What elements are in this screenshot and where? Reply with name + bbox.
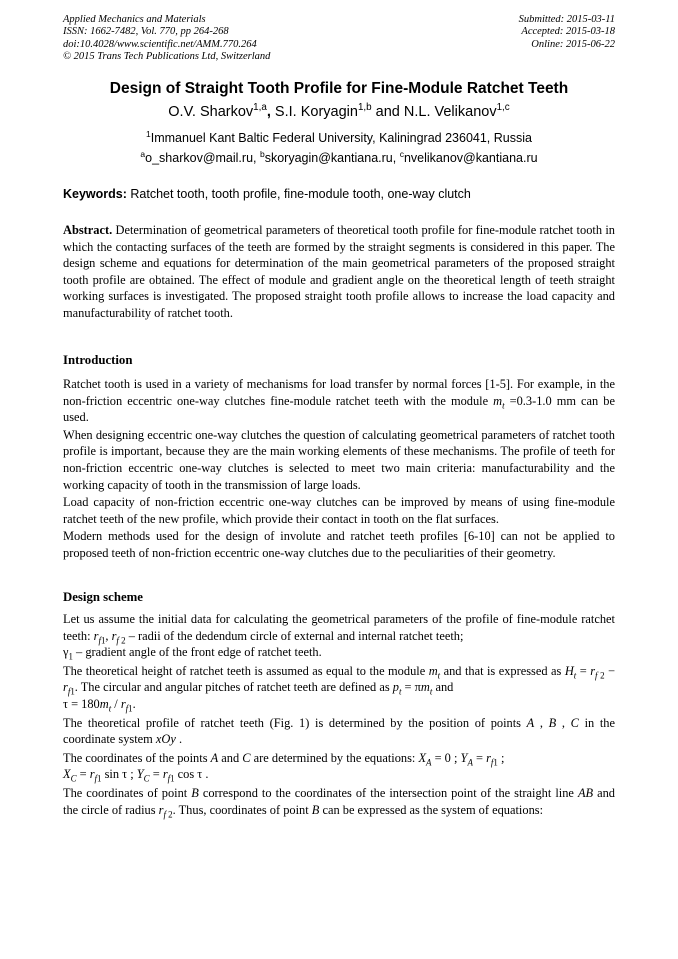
introduction-paragraph: Modern methods used for the design of involute and ratchet teeth profiles [6-10] can not be applied to proposed teeth of non-friction eccentric one-way clutches due to the peculiarities of their geometry. bbox=[63, 529, 615, 560]
math-rf2: $r_f$ $_2$ bbox=[158, 802, 173, 819]
design-scheme-section bbox=[63, 611, 615, 818]
email-list bbox=[40, 148, 638, 165]
keywords-label: Keywords: bbox=[63, 187, 127, 201]
journal-header bbox=[63, 14, 270, 63]
author-name: S.I. Koryagin bbox=[274, 104, 358, 120]
math-xoy: xOy bbox=[155, 732, 176, 747]
text-run: The theoretical height of ratchet teeth is assumed as equal to the module bbox=[63, 663, 429, 678]
math-mt: $m_t$ bbox=[428, 663, 441, 681]
text-run: can be expressed as the system of equations: bbox=[319, 802, 544, 817]
doi-line: doi:10.4028/www.scientific.net/AMM.770.264 bbox=[63, 38, 257, 50]
author-separator: , bbox=[266, 104, 275, 120]
math-gamma1: $\gamma_1$ bbox=[63, 645, 73, 662]
email-address: o_sharkov@mail.ru bbox=[145, 151, 254, 165]
dates-header bbox=[519, 14, 615, 51]
design-paragraph: The theoretical height of ratchet teeth is assumed as equal to the module $m_t$ and that is expressed as $H_t = r_f$ $_2 - r_{f1}$. The circular and angular pitches of ratchet teeth are defined as $p_t = \pi m_t$ and $\tau = 180m_t / r_{f1}$. bbox=[63, 663, 615, 714]
text-run: and the circle of radius bbox=[63, 785, 615, 817]
email-address: skoryagin@kantiana.ru bbox=[264, 151, 393, 165]
author-superscript: 1,c bbox=[496, 102, 510, 114]
text-run: – gradient angle of the front edge of ratchet teeth. bbox=[72, 645, 322, 660]
author-list bbox=[40, 104, 638, 120]
text-run: Let us assume the initial data for calculating the geometrical parameters of the profile of fine-module ratchet teeth: bbox=[63, 612, 615, 643]
design-paragraph: The theoretical profile of ratchet teeth (Fig. 1) is determined by the position of points A , B , C in the coordinate system xOy . bbox=[63, 715, 616, 747]
math-subscript: t bbox=[502, 400, 505, 411]
keywords-text: Ratchet tooth, tooth profile, fine-module tooth, one-way clutch bbox=[126, 187, 471, 201]
introduction-section bbox=[63, 376, 615, 562]
text-run: The coordinates of the points bbox=[63, 750, 211, 765]
text-run: =0.3-1.0 mm can be used. bbox=[63, 393, 615, 425]
email-superscript: c bbox=[399, 148, 404, 159]
math-height-eq: $H_t = r_f$ $_2 - r_{f1}$ bbox=[63, 663, 615, 697]
text-run: – radii of the dedendum circle of external and internal ratchet teeth; bbox=[125, 628, 464, 643]
math-variable: m bbox=[493, 393, 503, 408]
text-run: are determined by the equations: bbox=[250, 750, 419, 765]
email-separator: , bbox=[253, 151, 260, 165]
math-coord-c: $X_C = r_{f1}$ sin τ ; $Y_C = r_{f1}$ cos τ bbox=[63, 767, 203, 784]
math-pitch-eq: $p_t = \pi m_t$ bbox=[392, 680, 433, 697]
online-date: Online: 2015-06-22 bbox=[531, 38, 615, 50]
abstract-text: Determination of geometrical parameters of theoretical tooth profile for fine-module ratchet tooth in which the contacting surfaces of the teeth are formed by the straight segments is considered in this paper. The design scheme and equations for determination of the main geometrical parameters of the proposed straight tooth profile are obtained. The effect of module and gradient angle on the theoretical length of teeth straight working surfaces is investigated. The proposed straight tooth profile allows to increase the load capacity and manufacturability of ratchet tooth. bbox=[63, 223, 615, 320]
text-run: . Thus, coordinates of point bbox=[172, 802, 312, 817]
affiliation-superscript: 1 bbox=[146, 128, 151, 139]
math-angular-pitch-eq: $\tau = 180m_t / r_{f1}$ bbox=[63, 696, 133, 714]
text-run: . The circular and angular pitches of ratchet teeth are defined as bbox=[74, 680, 393, 695]
keywords bbox=[63, 187, 615, 201]
author-name: N.L. Velikanov bbox=[403, 104, 497, 120]
text-run: and bbox=[432, 680, 454, 695]
text-run: Ratchet tooth is used in a variety of mechanisms for load transfer by normal forces [1-5]. For example, in the non-friction eccentric one-way clutches fine-module ratchet teeth with the module bbox=[63, 377, 615, 408]
journal-name: Applied Mechanics and Materials bbox=[63, 14, 206, 25]
introduction-heading: Introduction bbox=[63, 353, 133, 367]
text-run: and that is expressed as bbox=[440, 663, 565, 678]
introduction-paragraph: When designing eccentric one-way clutches the question of calculating geometrical parameters of ratchet tooth profile is important, because they are the main working elements of these mechanisms. The profile of teeth for non-friction eccentric one-way clutches is selected to meet two main criteria: manufacturability and the working capacity of tooth in the transmission of large loads. bbox=[63, 427, 615, 492]
math-rf2: $r_f$ $_2$ bbox=[111, 628, 126, 646]
introduction-paragraph: Load capacity of non-friction eccentric one-way clutches can be improved by means of using fine-module ratchet teeth of the new profile, which provide their contact in tooth on the flat surfaces. bbox=[63, 495, 615, 526]
author-name: O.V. Sharkov bbox=[168, 104, 254, 120]
affiliation-text: Immanuel Kant Baltic Federal University, Kaliningrad 236041, Russia bbox=[150, 131, 532, 145]
design-paragraph: The coordinates of point B correspond to the coordinates of the intersection point of the straight line AB and the circle of radius $r_f$ $_2$. Thus, coordinates of point B can be expressed as the system of equations: bbox=[63, 785, 615, 819]
design-paragraph: Let us assume the initial data for calculating the geometrical parameters of the profile of fine-module ratchet teeth: $r_{f1}$, $r_f$ $_2$ – radii of the dedendum circle of external and internal ratchet teeth; $\gamma_1$ – gradient angle of the front edge of ratchet teeth. bbox=[63, 612, 615, 662]
text-run: and bbox=[218, 750, 243, 765]
email-separator: , bbox=[392, 151, 400, 165]
email-address: nvelikanov@kantiana.ru bbox=[403, 151, 538, 165]
author-separator: and bbox=[371, 104, 404, 120]
math-coord-a: $X_A = 0$ ; $Y_A = r_{f1}$ ; bbox=[418, 750, 505, 768]
text-run: The coordinates of point bbox=[63, 785, 192, 800]
abstract bbox=[63, 222, 615, 322]
issn-line: ISSN: 1662-7482, Vol. 770, pp 264-268 bbox=[63, 26, 229, 38]
design-scheme-heading: Design scheme bbox=[63, 590, 143, 604]
author-superscript: 1,a bbox=[253, 102, 267, 114]
abstract-label: Abstract. bbox=[63, 223, 113, 237]
copyright-line: © 2015 Trans Tech Publications Ltd, Switzerland bbox=[63, 50, 271, 62]
email-superscript: b bbox=[259, 148, 265, 159]
text-run: in the coordinate system bbox=[63, 715, 616, 747]
accepted-date: Accepted: 2015-03-18 bbox=[521, 26, 615, 38]
author-superscript: 1,b bbox=[357, 102, 372, 114]
paper-title: Design of Straight Tooth Profile for Fine-Module Ratchet Teeth bbox=[109, 80, 569, 97]
submitted-date: Submitted: 2015-03-11 bbox=[518, 14, 615, 25]
affiliation bbox=[40, 128, 638, 145]
abstract-paragraph bbox=[63, 222, 615, 322]
math-rf1: $r_{f1}$ bbox=[93, 628, 106, 646]
introduction-paragraph bbox=[63, 376, 615, 426]
email-superscript: a bbox=[140, 148, 146, 159]
text-run: The theoretical profile of ratchet teeth (Fig. 1) is determined by the position of points bbox=[63, 715, 527, 730]
design-paragraph: The coordinates of the points A and C are determined by the equations: $X_A = 0$ ; $Y_A = r_{f1}$ ; $X_C = r_{f1}$ sin τ ; $Y_C = r_{f1}$ cos τ . bbox=[63, 750, 505, 784]
text-run: correspond to the coordinates of the intersection point of the straight line bbox=[198, 785, 578, 800]
